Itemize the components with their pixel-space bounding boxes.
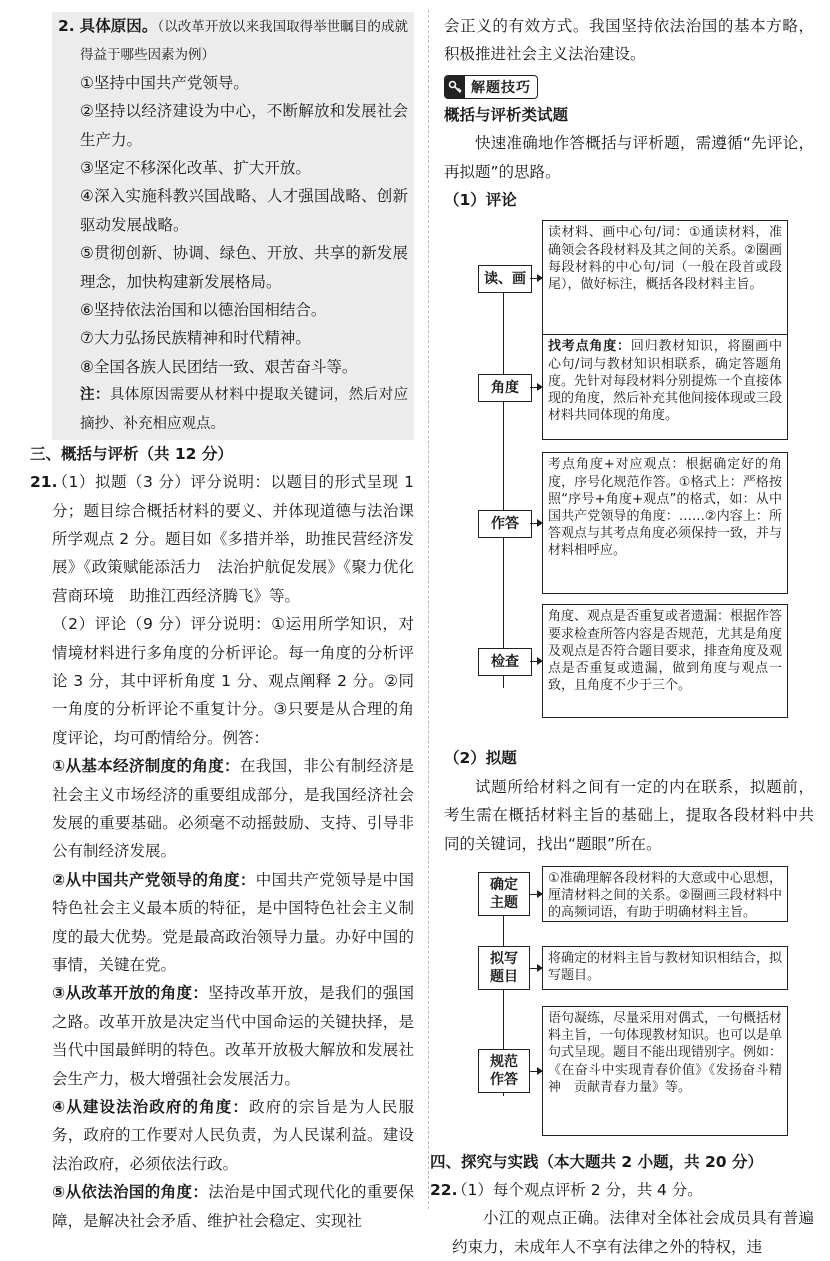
q2-heading: [58, 12, 408, 69]
flow-step-text: 语句凝练，尽量采用对偶式，一句概括材料主旨，一句体现教材知识。也可以是单句式呈现。题目不能出现错别字。例如：《在奋斗中实现青春价值》《发扬奋斗精神 贡献青春力量》等。: [548, 1011, 783, 1095]
q2-item: ④深入实施科教兴国战略、人才强国战略、创新驱动发展战略。: [80, 187, 408, 234]
q21-example-list: [52, 752, 414, 1235]
q21-example-angle: ②从中国共产党领导的角度：: [52, 870, 256, 889]
q2-shaded-block: [52, 12, 414, 440]
q2-note-text: 具体原因需要从材料中提取关键词，然后对应摘抄、补充相应观点。: [80, 387, 409, 432]
q21-example-angle: ④从建设法治政府的角度：: [52, 1098, 249, 1117]
flow-step-label: 规范作答: [478, 1049, 530, 1093]
flow-arrow: [530, 894, 542, 895]
q21-example-text: 中国共产党领导是中国特色社会主义最本质的特征，是中国特色社会主义制度的最大优势。党是最高政治领导力量。办好中国的事情，关键在党。: [52, 870, 414, 974]
q21-part1: [30, 468, 414, 610]
q21-number: 21.: [30, 473, 58, 492]
q2-number: 2.: [58, 17, 75, 35]
q21-example-item: [52, 752, 414, 866]
q21-example-item: [52, 866, 414, 980]
q22-part1: [430, 1176, 814, 1204]
flow-step-label: 作答: [478, 510, 532, 538]
q21-example-angle: ①从基本经济制度的角度：: [52, 757, 240, 776]
q21-continuation: 会正义的有效方式。我国坚持依法治国的基本方略，积极推进社会主义法治建设。: [444, 17, 814, 64]
q21-example-text: 坚持改革开放，是我们的强国之路。改革开放是决定当代中国命运的关键抉择，是当代中国最鲜明的特色。改革开放极大解放和发展社会生产力，极大增强社会发展活力。: [52, 984, 414, 1088]
q21-part2: （2）评论（9 分）评分说明：①运用所学知识，对情境材料进行多角度的分析评论。每一角度的分析评论 3 分，其中评析角度 1 分、观点阐释 2 分。②同一角度的分析评论不重复计分。③只要是从合理的角度评论，均可酌情给分。例答：: [52, 615, 414, 747]
q2-item-list: [80, 69, 408, 381]
flow-step-text: 读材料、画中心句/词：①通读材料，准确领会各段材料及其之间的关系。②圈画每段材料的中心句/词（一般在段首或段尾），做好标注，概括各段材料主旨。: [548, 225, 782, 293]
q2-item: ②坚持以经济建设为中心，不断解放和发展社会生产力。: [80, 102, 408, 149]
q2-item: ⑤贯彻创新、协调、绿色、开放、共享的新发展理念，加快构建新发展格局。: [80, 244, 408, 291]
eval-title: （1）评论: [444, 191, 517, 210]
q2-item: ①坚持中国共产党领导。: [80, 73, 249, 92]
eval-flowchart: [444, 220, 814, 740]
q21-example-angle: ⑤从依法治国的角度：: [52, 1183, 209, 1202]
q2-title: 具体原因。: [79, 17, 158, 35]
q2-subtitle: （以改革开放以来我国取得举世瞩目的成就得益于哪些因素为例）: [80, 19, 408, 64]
column-divider: [428, 10, 429, 1209]
flow-step-text: ①准确理解各段材料的大意或中心思想，厘清材料之间的关系。②圈画三段材料中的高频词语，有助于明确材料主旨。: [548, 871, 782, 921]
q2-note-label: 注：: [80, 387, 110, 404]
q2-note: [80, 381, 408, 438]
flow-step-label: 读、画: [478, 265, 532, 293]
flow-step-box: [542, 334, 788, 440]
flow-step-text: 角度、观点是否重复或者遗漏：根据作答要求检查所答内容是否规范，尤其是角度及观点是否符合题目要求，排查角度及观点是否重复或遗漏，做到角度与观点一致，且角度不少于三个。: [548, 609, 783, 694]
flow-arrow: [530, 278, 542, 279]
tip-badge: [444, 75, 538, 99]
flow-step-label: 检查: [478, 648, 532, 676]
right-column: [430, 12, 814, 1261]
flow-arrow: [530, 968, 542, 969]
left-column: [30, 12, 414, 1235]
flow-arrow: [530, 661, 542, 662]
tip-intro: 快速准确地作答概括与评析题，需遵循“先评论，再拟题”的思路。: [444, 134, 814, 181]
flow-step-label: 确定主题: [478, 872, 530, 916]
q21-example-angle: ③从改革开放的角度：: [52, 984, 209, 1003]
q21-example-text: 法治是中国式现代化的重要保障，是解决社会矛盾、维护社会稳定、实现社: [52, 1183, 414, 1230]
flow-step-box: [542, 866, 788, 922]
flow-arrow: [530, 387, 542, 388]
flow-step-label: 角度: [478, 374, 532, 402]
key-icon: [445, 76, 465, 98]
title-intro: 试题所给材料之间有一定的内在联系，拟题前，考生需在概括材料主旨的基础上，提取各段材料中共同的关键词，找出“题眼”所在。: [444, 777, 814, 853]
eval-flow-spine: [503, 268, 504, 688]
flow-arrow: [530, 1071, 542, 1072]
q2-item: ⑧全国各族人民团结一致、艰苦奋斗等。: [80, 357, 358, 376]
flow-arrow: [530, 523, 542, 524]
q21-example-item: [52, 1093, 414, 1178]
q22-part2: 小江的观点正确。法律对全体社会成员具有普遍约束力，未成年人不享有法律之外的特权，违: [452, 1209, 814, 1256]
tip-title: 概括与评析类试题: [444, 105, 569, 124]
section-3-title: 三、概括与评析（共 12 分）: [30, 445, 233, 464]
q22-number: 22.: [430, 1181, 458, 1200]
q21-block: [30, 468, 414, 1235]
flow-step-box: [542, 604, 788, 718]
flow-step-keyword: 找考点角度：: [548, 339, 631, 355]
q2-item: ⑦大力弘扬民族精神和时代精神。: [80, 329, 311, 348]
flow-step-text: 回归教材知识，将圈画中心句/词与教材知识相联系，确定答题角度。先针对每段材料分别提炼一个直接体现的角度，然后补充其他间接体现或三段材料共同体现的角度。: [548, 339, 783, 424]
q2-item: ⑥坚持依法治国和以德治国相结合。: [80, 301, 327, 320]
tip-badge-label: 解题技巧: [471, 79, 531, 96]
q21-example-item: [52, 1178, 414, 1235]
flow-step-text: 考点角度+对应观点：根据确定好的角度，序号化规范作答。①格式上：严格按照“序号+角度+观点”的格式，如：从中国共产党领导的角度：……②内容上：所答观点与其考点角度必须保持一致，并与材料相呼应。: [548, 457, 783, 559]
q2-item: ③坚定不移深化改革、扩大开放。: [80, 159, 311, 178]
section-4-title: 四、探究与实践（本大题共 2 小题，共 20 分）: [430, 1153, 763, 1172]
title-flowchart: [444, 866, 814, 1148]
q22-part1-text: （1）每个观点评析 2 分，共 4 分。: [452, 1181, 703, 1200]
q21-example-item: [52, 979, 414, 1093]
flow-step-box: [542, 946, 788, 990]
q21-example-text: 政府的宗旨是为人民服务，政府的工作要对人民负责，为人民谋利益。建设法治政府，必须依法行政。: [52, 1098, 414, 1173]
flow-step-box: [542, 220, 788, 336]
flow-step-label: 拟写题目: [478, 946, 530, 990]
q21-example-text: 在我国，非公有制经济是社会主义市场经济的重要组成部分，是我国经济社会发展的重要基础。必须毫不动摇鼓励、支持、引导非公有制经济发展。: [52, 757, 414, 861]
title-section-title: （2）拟题: [444, 749, 517, 768]
flow-step-box: [542, 1006, 788, 1136]
q21-part1-text: （1）拟题（3 分）评分说明：以题目的形式呈现 1 分；题目综合概括材料的要义、并体现道德与法治课所学观点 2 分。题目如《多措并举，助推民营经济发展》《政策赋能添活力 法治护航促发展》《聚力优化营商环境 助推江西经济腾飞》等。: [52, 473, 414, 605]
flow-step-box: [542, 452, 788, 594]
flow-step-text: 将确定的材料主旨与教材知识相结合，拟写题目。: [548, 951, 783, 984]
